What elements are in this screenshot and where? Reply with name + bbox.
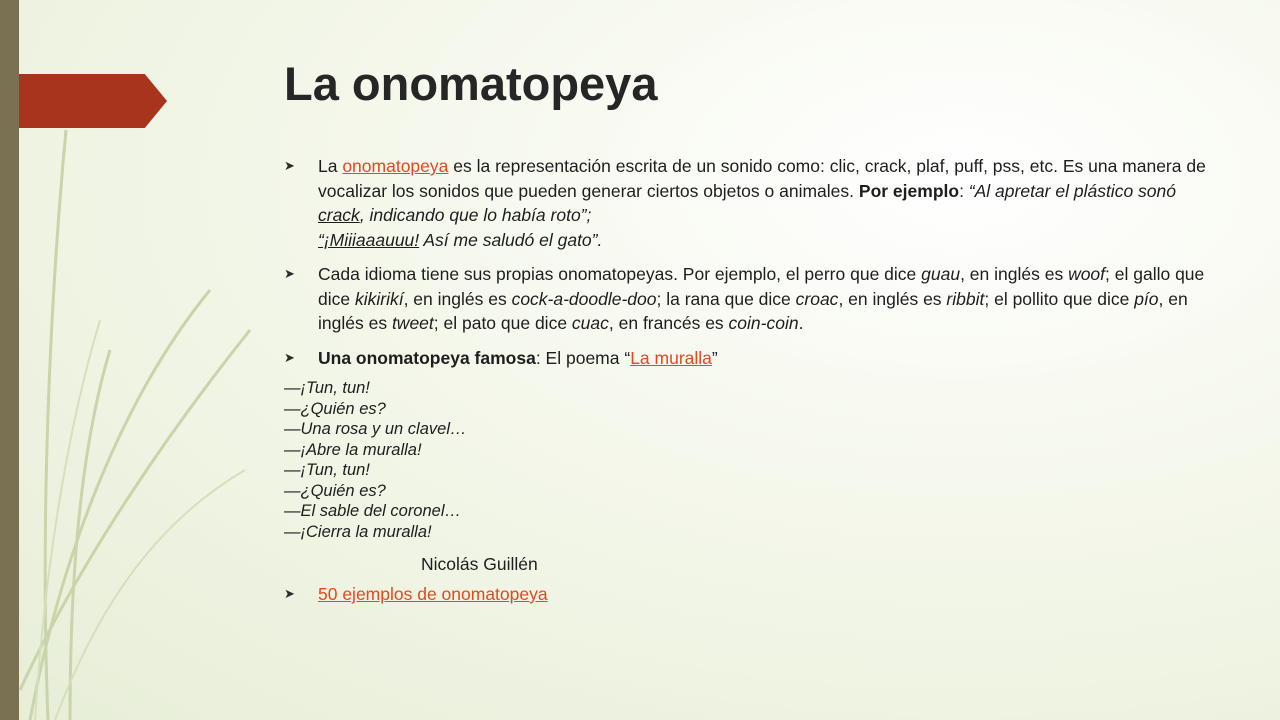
famous-label: Una onomatopeya famosa [318, 347, 536, 368]
poem-line: —¿Quién es? [284, 399, 386, 418]
bullet-definition: ➤ La onomatopeya es la representación escrita de un sonido como: clic, crack, plaf, puff, pss, etc. Es una manera de vocalizar los sonidos que pueden generar ciertos objetos o animales. Por ejemplo: “Al apretar el plástico sonó crack, indicando que lo había roto”; “¡Miiiaaauuu! Así me saludó el gato”. [284, 156, 1206, 250]
poem-line: —¡Abre la muralla! [284, 440, 422, 459]
slide-content [284, 154, 1214, 617]
arrow-bullet-icon: ➤ [284, 586, 295, 601]
page-title: La onomatopeya [284, 57, 658, 110]
bullet-examples-link [284, 582, 1214, 607]
poem-author: Nicolás Guillén [421, 554, 538, 574]
poem-line: —¡Tun, tun! [284, 461, 370, 479]
poem-block [284, 378, 1214, 542]
onomatopeya-link[interactable]: onomatopeya [342, 156, 449, 176]
poem-line: —Una rosa y un clavel… [284, 420, 467, 438]
example-label: Por ejemplo [858, 180, 960, 201]
poem-line: —¡Tun, tun! [284, 379, 370, 397]
poem-line: —El sable del coronel… [284, 502, 462, 520]
poem-line: —¡Cierra la muralla! [284, 522, 432, 541]
poem-line: —¿Quién es? [284, 481, 386, 500]
arrow-bullet-icon: ➤ [284, 349, 295, 365]
bullet-famous-poem: ➤ Una onomatopeya famosa: El poema “La muralla” [284, 346, 1214, 371]
bullet-languages: ➤ Cada idioma tiene sus propias onomatopeyas. Por ejemplo, el perro que dice guau, en inglés es woof; el gallo que dice kikirikí, en inglés es cock-a-doodle-doo; la rana que dice croac, en inglés es ribbit; el pollito que dice pío, en inglés es tweet; el pato que dice cuac, en francés es coin-coin. [284, 264, 1205, 333]
examples-link[interactable]: 50 ejemplos de onomatopeya [318, 584, 548, 604]
arrow-bullet-icon: ➤ [284, 158, 295, 173]
arrow-bullet-icon: ➤ [284, 266, 295, 281]
title-accent-arrow [19, 74, 167, 128]
la-muralla-link[interactable]: La muralla [630, 347, 712, 368]
